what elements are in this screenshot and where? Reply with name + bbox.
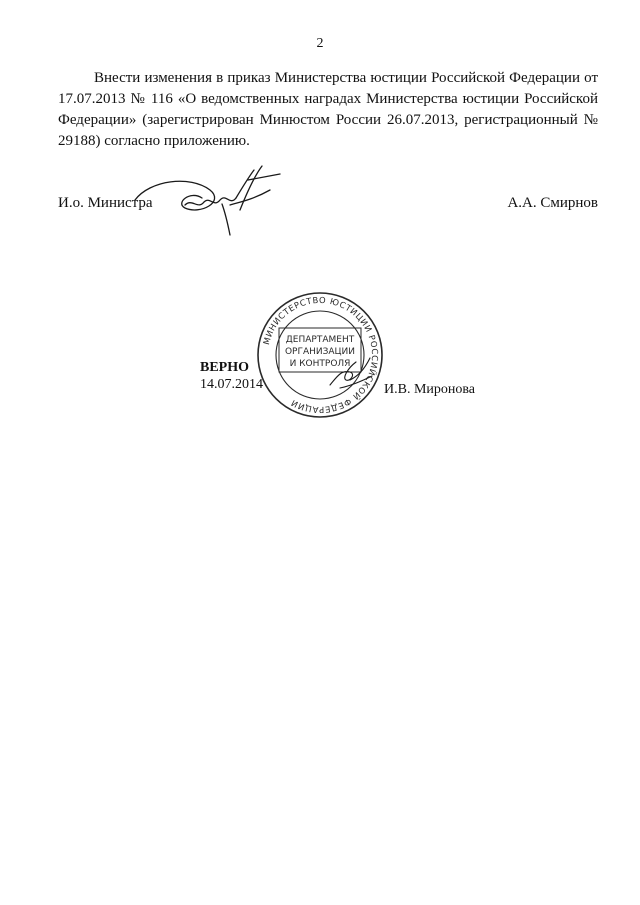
stamp-line-3: И КОНТРОЛЯ [289,359,351,369]
verified-label: ВЕРНО [200,360,250,375]
stamp-line-1: ДЕПАРТАМЕНТ [285,335,355,345]
stamp-line-2: ОРГАНИЗАЦИИ [284,347,356,357]
signer-title: И.о. Министра [58,195,153,211]
stamp-outer-text: МИНИСТЕРСТВО ЮСТИЦИИ РОССИЙСКОЙ ФЕДЕРАЦИИ [261,294,381,416]
verifier-name: И.В. Миронова [384,382,476,397]
body-paragraph: Внести изменения в приказ Министерства юстиции Российской Федерации от 17.07.2013 № 116 «О ведомственных наградах Министерства юстиции Российской Федерации» (зарегистрирован Минюстом России 26.07.2013, регистрационный № 29188) согласно приложению. [58,70,598,149]
page-number: 2 [316,36,324,51]
verified-date: 14.07.2014 [200,377,263,392]
minister-signature [130,160,290,240]
signer-name: А.А. Смирнов [507,195,598,211]
verifier-signature [320,350,380,395]
